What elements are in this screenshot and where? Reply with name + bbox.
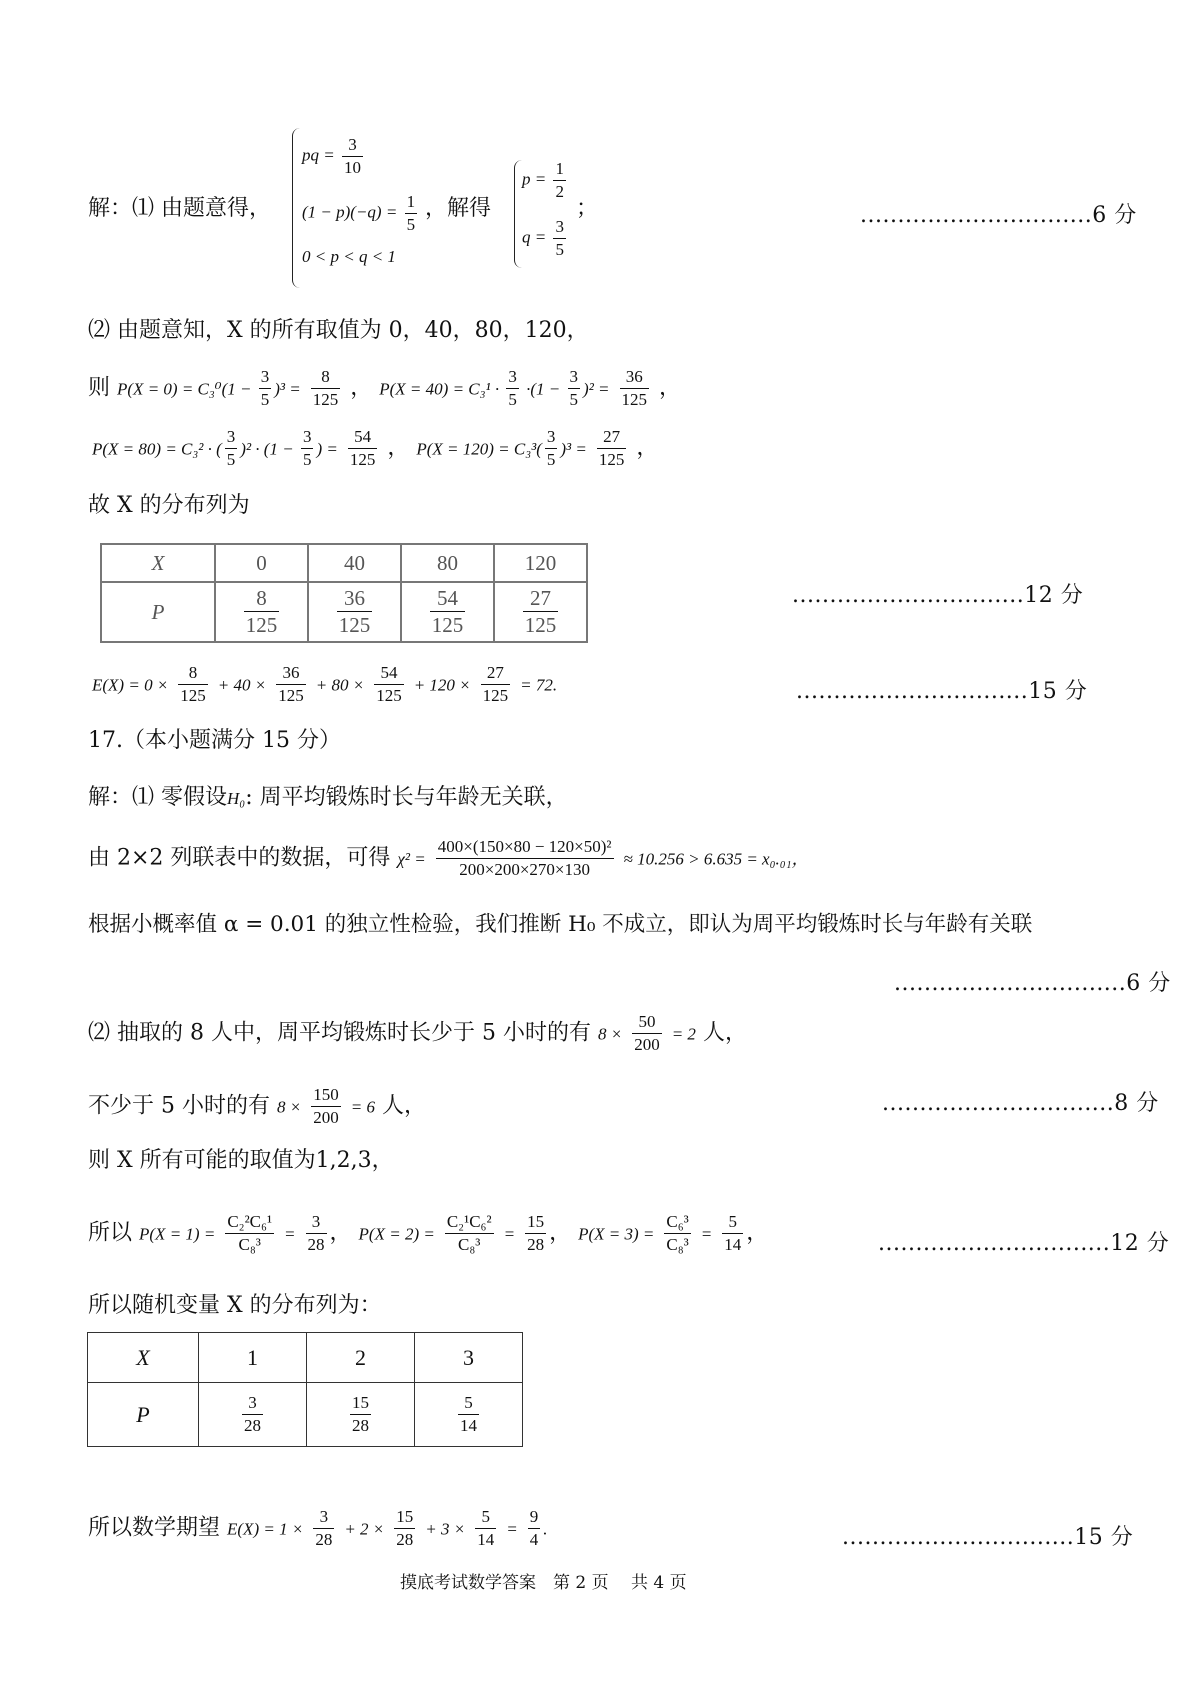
table-header: 3 — [415, 1333, 523, 1383]
table-header: 40 — [308, 544, 401, 582]
score-6-q16: ...............................6 分 — [860, 203, 1137, 228]
score-8-q17: ...............................8 分 — [882, 1091, 1159, 1116]
q17-conclusion: 根据小概率值 α = 0.01 的独立性检验，我们推断 H₀ 不成立，即认为周平均锻炼时长与年龄有关联 — [88, 912, 1033, 937]
table-header: 0 — [215, 544, 308, 582]
q16-expectation: E(X) = 0 × $\frac{8}{125}$ + 40 × $\frac{36}{125}$ + 80 × $\frac{54}{125}$ + 120 × $\frac{27}{125}$ = 72. — [92, 663, 558, 705]
table-p-label: P — [101, 582, 215, 642]
q17-h0-line: 解：⑴ 零假设H₀: 周平均锻炼时长与年龄无关联， — [88, 785, 568, 810]
table-cell: $\frac{54}{125}$ — [401, 582, 494, 642]
q17-title: 17.（本小题满分 15 分） — [88, 728, 341, 753]
table-row — [88, 1383, 523, 1447]
q17-values-line: 则 X 所有可能的取值为1,2,3， — [88, 1148, 394, 1173]
score-6-q17: ...............................6 分 — [894, 971, 1171, 996]
q16-part1-prefix: 解：⑴ 由题意得， — [88, 196, 271, 221]
system-eq2: (1 − p)(−q) = $\frac{1}{5}$ — [302, 192, 416, 234]
system-eq1: pq = $\frac{3}{10}$ — [302, 135, 361, 177]
table-p-label: P — [88, 1383, 199, 1447]
q17-distribution-table — [87, 1332, 523, 1447]
p80-line: P(X = 80) = C₃² · ( $\frac{3}{5}$ )² · (1 − $\frac{3}{5}$ ) = $\frac{54}{125}$ ， P(X = 120) = C₃³( $\frac{3}{5}$ )³ = $\frac{27}{125}$ ， — [92, 427, 659, 469]
table-header-x: X — [88, 1333, 199, 1383]
q17-part3-line: 不少于 5 小时的有 8 × $\frac{150}{200}$ = 6 人， — [88, 1085, 426, 1127]
q16-distribution-table — [100, 543, 588, 643]
q17-chi-line: 由 2×2 列联表中的数据，可得 χ² = $\frac{\text{400×(150×80 − 120×50)²}}{200\times 200\times 270\times 130}$ ≈ 10.256 > 6.635 = x₀.₀₁， — [88, 837, 809, 879]
table-header: 80 — [401, 544, 494, 582]
q16-part2-line: ⑵ 由题意知，X 的所有取值为 0，40，80，120， — [88, 318, 589, 343]
table-header: 1 — [199, 1333, 307, 1383]
score-15-q16: ...............................15 分 — [796, 679, 1088, 704]
table-cell: $\frac{3}{28}$ — [199, 1383, 307, 1447]
solution-p: p = $\frac{1}{2}$ — [522, 159, 564, 201]
q16-dist-intro: 故 X 的分布列为 — [88, 493, 250, 518]
table-cell: $\frac{15}{28}$ — [307, 1383, 415, 1447]
table-row — [88, 1333, 523, 1383]
page-footer: 摸底考试数学答案 第 2 页 共 4 页 — [400, 1573, 687, 1593]
table-cell: $\frac{8}{125}$ — [215, 582, 308, 642]
score-12-q16: ...............................12 分 — [792, 583, 1084, 608]
q17-expectation: 所以数学期望 E(X) = 1 × $\frac{3}{28}$ + 2 × $\frac{15}{28}$ + 3 × $\frac{5}{14}$ = $\frac{9}{4}$ . — [88, 1507, 548, 1549]
q17-prob-line: 所以 P(X = 1) = $\frac{\text{C₂²C₆¹}}{\text{C₈³}}$ = $\frac{3}{28}$ ， P(X = 2) = $\frac{\text{C₂¹C₆²}}{\text{C₈³}}$ = $\frac{15}{28}$ ， P(X = 3) = $\frac{\text{C₆³}}{\text{C₈³}}$ = $\frac{5}{14}$ ， — [88, 1212, 769, 1254]
system-eq3: 0 < p < q < 1 — [302, 247, 396, 266]
table-row — [101, 582, 587, 642]
table-cell: $\frac{5}{14}$ — [415, 1383, 523, 1447]
q17-dist-intro: 所以随机变量 X 的分布列为： — [88, 1293, 382, 1318]
score-15-q17: ...............................15 分 — [842, 1525, 1134, 1550]
table-header: 120 — [494, 544, 587, 582]
score-12-q17: ...............................12 分 — [878, 1231, 1170, 1256]
system-eq2-tail: ，解得 — [425, 196, 492, 221]
table-row — [101, 544, 587, 582]
table-cell: $\frac{27}{125}$ — [494, 582, 587, 642]
solution-tail: ； — [576, 196, 599, 221]
table-header-x: X — [101, 544, 215, 582]
table-cell: $\frac{36}{125}$ — [308, 582, 401, 642]
p0-line: 则 P(X = 0) = C₃⁰(1 − $\frac{3}{5}$ )³ = $\frac{8}{125}$ ， P(X = 40) = C₃¹ · $\frac{3}{5}$ ·(1 − $\frac{3}{5}$ )² = $\frac{36}{125}$ ， — [88, 367, 682, 409]
q17-part2-line: ⑵ 抽取的 8 人中，周平均锻炼时长少于 5 小时的有 8 × $\frac{50}{200}$ = 2 人， — [88, 1012, 747, 1054]
solution-q: q = $\frac{3}{5}$ — [522, 217, 564, 259]
table-header: 2 — [307, 1333, 415, 1383]
